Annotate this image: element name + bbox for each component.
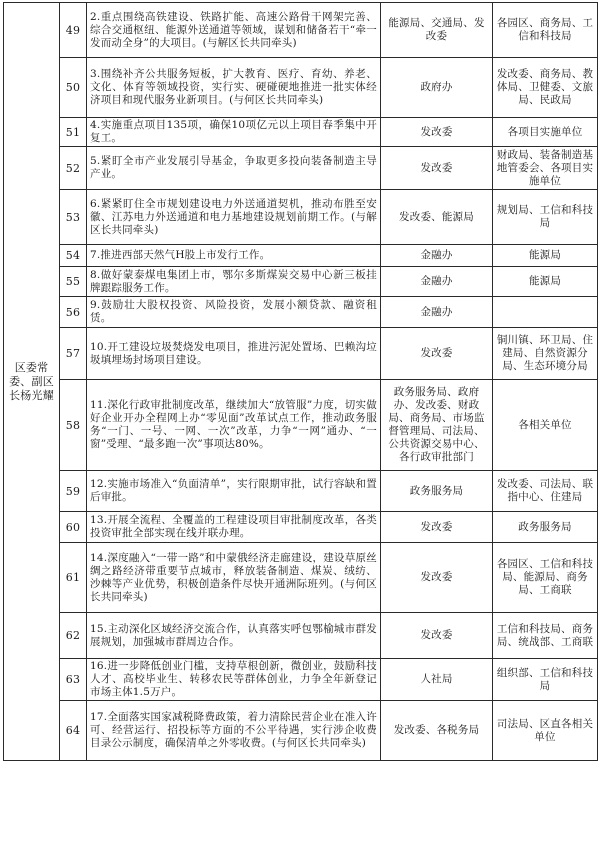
responsible-units: 组织部、工信和科技局 [493, 659, 598, 701]
table-row [4, 613, 598, 659]
lead-unit: 发改委 [381, 147, 493, 190]
row-number: 56 [60, 297, 87, 328]
row-number: 58 [60, 380, 87, 471]
task-description: 15.主动深化区域经济交流合作，认真落实呼包鄂榆城市群发展规划，加强城市群周边合作。 [87, 613, 381, 659]
table-row [4, 190, 598, 245]
task-description: 13.开展全流程、全覆盖的工程建设项目审批制度改革，各类投资审批全部实现在线并联办理。 [87, 512, 381, 543]
lead-unit: 政府办 [381, 58, 493, 118]
table-row [4, 328, 598, 380]
task-description: 6.紧紧盯住全市规划建设电力外送通道契机，推动布胜至安徽、江苏电力外送通道和电力基地建设规划前期工作。(与解区长共同牵头) [87, 190, 381, 245]
row-number: 55 [60, 267, 87, 297]
task-description: 8.做好蒙泰煤电集团上市，鄂尔多斯煤炭交易中心新三板挂牌跟踪服务工作。 [87, 267, 381, 297]
responsible-units: 工信和科技局、商务局、统战部、工商联 [493, 613, 598, 659]
leader-cell: 区委常委、副区长杨光耀 [4, 3, 60, 761]
task-description: 14.深度融入“一带一路”和中蒙俄经济走廊建设，建设草原丝绸之路经济带重要节点城市，释放装备制造、煤炭、绒纺、沙棘等产业优势，积极创造条件尽快开通洲际班列。(与何区长共同牵头) [87, 543, 381, 613]
lead-unit: 金融办 [381, 245, 493, 267]
table-row [4, 701, 598, 761]
responsible-units: 各园区、商务局、工信和科技局 [493, 3, 598, 58]
responsible-units: 政务服务局 [493, 512, 598, 543]
table-row [4, 118, 598, 147]
row-number: 53 [60, 190, 87, 245]
task-description: 9.鼓励壮大股权投资、风险投资，发展小额贷款、融资租赁。 [87, 297, 381, 328]
task-description: 2.重点围绕高铁建设、铁路扩能、高速公路骨干网架完善、综合交通枢纽、能源外送通道等领域，谋划和储备若干“牵一发而动全身”的大项目。(与解区长共同牵头) [87, 3, 381, 58]
table-row [4, 147, 598, 190]
lead-unit: 发改委、各税务局 [381, 701, 493, 761]
table-row [4, 297, 598, 328]
responsible-units: 规划局、工信和科技局 [493, 190, 598, 245]
table-row [4, 58, 598, 118]
row-number: 60 [60, 512, 87, 543]
responsible-units: 各相关单位 [493, 380, 598, 471]
lead-unit: 政务服务局 [381, 471, 493, 512]
lead-unit: 发改委 [381, 328, 493, 380]
task-description: 17.全面落实国家减税降费政策，着力清除民营企业在准入许可、经营运行、招投标等方面的不公平待遇，实行涉企收费目录公示制度，确保清单之外零收费。(与何区长共同牵头) [87, 701, 381, 761]
row-number: 61 [60, 543, 87, 613]
row-number: 59 [60, 471, 87, 512]
task-description: 3.围绕补齐公共服务短板，扩大教育、医疗、育幼、养老、文化、体育等领域投资，实行实、硬碰硬地推进一批实体经济项目和现代服务业新项目。(与何区长共同牵头) [87, 58, 381, 118]
lead-unit: 人社局 [381, 659, 493, 701]
row-number: 51 [60, 118, 87, 147]
task-description: 16.进一步降低创业门槛，支持草根创新，微创业，鼓励科技人才、高校毕业生、转移农民等群体创业，力争全年新登记市场主体1.5万户。 [87, 659, 381, 701]
row-number: 49 [60, 3, 87, 58]
table-row [4, 245, 598, 267]
table-row [4, 512, 598, 543]
task-description: 4.实施重点项目135项，确保10项亿元以上项目春季集中开复工。 [87, 118, 381, 147]
lead-unit: 发改委 [381, 613, 493, 659]
lead-unit: 发改委、能源局 [381, 190, 493, 245]
responsible-units: 能源局 [493, 267, 598, 297]
responsible-units: 能源局 [493, 245, 598, 267]
table-row [4, 267, 598, 297]
row-number: 52 [60, 147, 87, 190]
task-description: 12.实施市场准入“负面清单”，实行限期审批，试行容缺和置后审批。 [87, 471, 381, 512]
task-table [3, 2, 598, 761]
responsible-units: 司法局、区直各相关单位 [493, 701, 598, 761]
responsible-units: 财政局、装备制造基地管委会、各项目实施单位 [493, 147, 598, 190]
row-number: 57 [60, 328, 87, 380]
lead-unit: 能源局、交通局、发改委 [381, 3, 493, 58]
row-number: 50 [60, 58, 87, 118]
responsible-units: 发改委、司法局、联指中心、住建局 [493, 471, 598, 512]
lead-unit: 发改委 [381, 512, 493, 543]
lead-unit: 金融办 [381, 297, 493, 328]
responsible-units: 铜川镇、环卫局、住建局、自然资源分局、生态环境分局 [493, 328, 598, 380]
row-number: 54 [60, 245, 87, 267]
row-number: 64 [60, 701, 87, 761]
responsible-units: 各项目实施单位 [493, 118, 598, 147]
lead-unit: 金融办 [381, 267, 493, 297]
table-row [4, 543, 598, 613]
task-description: 7.推进西部天然气H股上市发行工作。 [87, 245, 381, 267]
lead-unit: 政务服务局、政府办、发改委、财政局、商务局、市场监督管理局、司法局、公共资源交易中心、各行政审批部门 [381, 380, 493, 471]
task-description: 5.紧盯全市产业发展引导基金，争取更多投向装备制造主导产业。 [87, 147, 381, 190]
row-number: 63 [60, 659, 87, 701]
row-number: 62 [60, 613, 87, 659]
responsible-units: 发改委、商务局、教体局、卫健委、文旅局、民政局 [493, 58, 598, 118]
task-table-body [4, 3, 598, 761]
responsible-units [493, 297, 598, 328]
table-row [4, 380, 598, 471]
lead-unit: 发改委 [381, 543, 493, 613]
responsible-units: 各园区、工信和科技局、能源局、商务局、工商联 [493, 543, 598, 613]
table-row [4, 471, 598, 512]
table-row [4, 3, 598, 58]
lead-unit: 发改委 [381, 118, 493, 147]
task-description: 11.深化行政审批制度改革，继续加大“放管服”力度，切实做好企业开办全程网上办“零见面”改革试点工作，推动政务服务“一门、一号、一网、一次”改革，力争“一网”通办、“一窗”受理、“最多跑一次”事项达80%。 [87, 380, 381, 471]
task-description: 10.开工建设垃圾焚烧发电项目，推进污泥处置场、巴赖沟垃圾填埋场封场项目建设。 [87, 328, 381, 380]
table-row [4, 659, 598, 701]
